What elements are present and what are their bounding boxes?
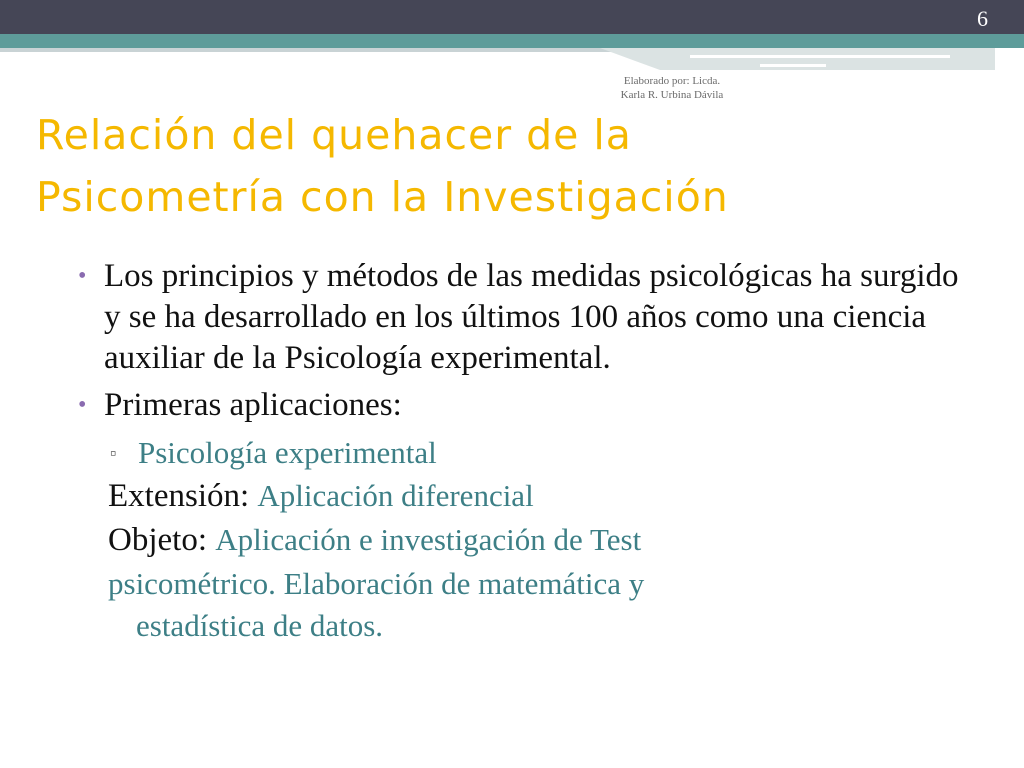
sub-bullet-item xyxy=(78,432,978,474)
teal-band xyxy=(0,34,1024,48)
title-line: Psicometría con la Investigación xyxy=(36,173,729,221)
top-bar xyxy=(0,0,1024,34)
objeto-continuation: psicométrico. Elaboración de matemática y xyxy=(108,566,645,601)
slide-title xyxy=(36,104,936,228)
objeto-line xyxy=(78,518,978,562)
bullet-text: Primeras aplicaciones: xyxy=(104,387,402,423)
title-line: Relación del quehacer de la xyxy=(36,111,632,159)
decorative-stripe xyxy=(760,64,826,67)
objeto-label: Objeto: xyxy=(108,522,207,558)
square-bullet-icon: ▫ xyxy=(110,443,117,463)
bullet-item xyxy=(78,256,978,379)
credit-line: Elaborado por: Licda. xyxy=(623,75,721,87)
author-credit xyxy=(612,74,732,102)
sub-bullet-text: Psicología experimental xyxy=(138,435,437,470)
credit-line: Karla R. Urbina Dávila xyxy=(620,89,724,101)
objeto-value: Aplicación e investigación de Test xyxy=(215,522,642,557)
extension-line xyxy=(78,474,978,518)
slide-body xyxy=(78,256,978,646)
bullet-item xyxy=(78,385,978,426)
objeto-continuation: estadística de datos. xyxy=(136,608,384,643)
slide-number: 6 xyxy=(977,6,988,31)
decorative-stripe xyxy=(690,55,950,58)
extension-value: Aplicación diferencial xyxy=(257,478,534,513)
bullet-text: Los principios y métodos de las medidas psicológicas ha surgido y se ha desarrollado en los últimos 100 años como una ciencia auxiliar de la Psicología experimental. xyxy=(104,258,959,376)
extension-label: Extensión: xyxy=(108,478,250,514)
bullet-dot-icon: • xyxy=(78,392,87,418)
decorative-notch xyxy=(1004,48,1024,70)
bullet-dot-icon: • xyxy=(78,263,87,289)
